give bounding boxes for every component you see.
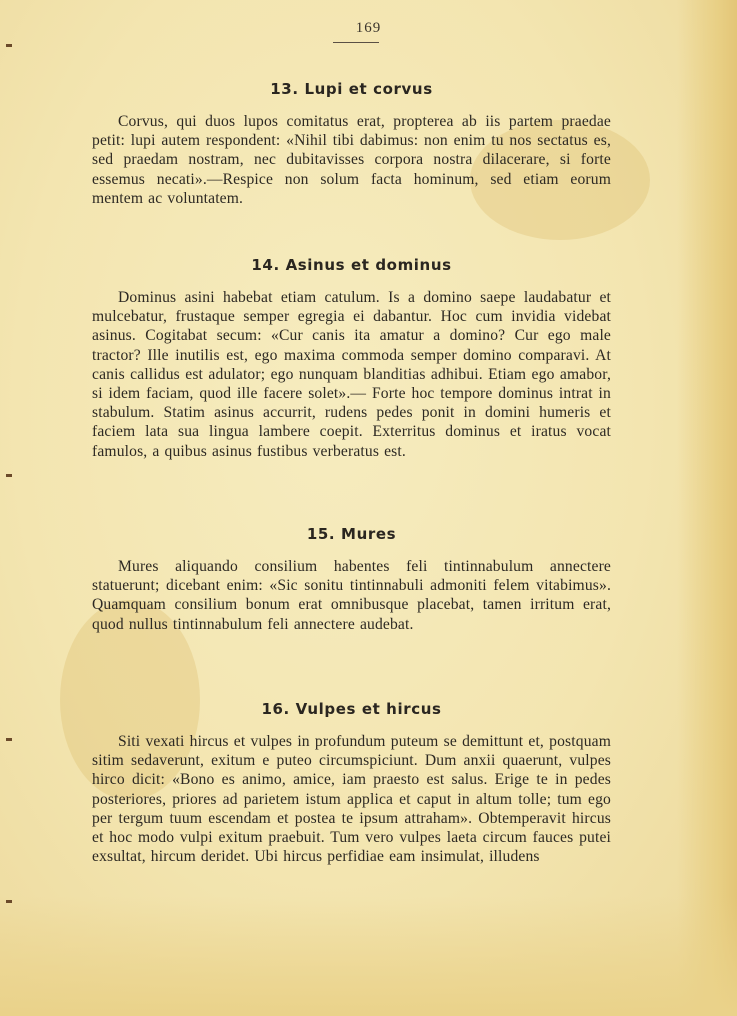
fable-text: Dominus asini habebat etiam catulum. Is a domino saepe laudabatur et mulcebatur, frustaque semper egregia ei dabantur. Hoc cum invidia videbat asinus. Cogitabat secum: «Cur canis ita amatur a domino? Cur ego male tractor? Ille inutilis est, ego maxima commoda semper domino comparavi. At canis callidus est adulator; ego nunquam blanditias adhibui. Etiam ego amabor, si idem faciam, quod ille facere solet».— Forte hoc tempore dominus intrat in stabulum. Statim asinus accurrit, rudens pedes ponit in domini humeris et faciem lata sua lingua lambere coepit. Exterritus dominus et iratus vocat famulos, a quibus asinus fustibus verberatus est. [92, 289, 611, 460]
margin-mark [6, 738, 12, 741]
fable-title: 14. Asinus et dominus [251, 256, 452, 274]
page-number-underline [333, 42, 379, 43]
fable-title: 13. Lupi et corvus [270, 80, 433, 98]
fable-14 [92, 256, 611, 461]
margin-mark [6, 44, 12, 47]
fable-15 [92, 525, 611, 634]
page-number: 169 [355, 20, 382, 36]
fable-text: Corvus, qui duos lupos comitatus erat, propterea ab iis partem praedae petit: lupi autem respondent: «Nihil tibi dabimus: non enim tu nos sectatus es, sed praedam nostram, nec dubitavisses corpora nostra dilacerare, si forte essemus necati».—Respice non solum facta hominum, sed etiam eorum mentem ac voluntatem. [92, 113, 611, 207]
fable-13 [92, 80, 611, 208]
fable-text: Mures aliquando consilium habentes feli tintinnabulum annectere statuerunt; dicebant enim: «Sic sonitu tintinnabuli admoniti felem vitabimus». Quamquam consilium bonum erat omnibusque placebat, tamen irritum erat, quod nullus tintinnabulum feli annectere audebat. [92, 558, 611, 633]
margin-mark [6, 474, 12, 477]
margin-mark [6, 900, 12, 903]
page-edge-shading-right [677, 0, 737, 1016]
fable-text: Siti vexati hircus et vulpes in profundum puteum se demittunt et, postquam sitim sedaverunt, exitum e puteo circumspiciunt. Dum anxii quaerunt, vulpes hirco dicit: «Bono es animo, amice, iam praesto est salus. Erige te in pedes posteriores, priores ad parietem istum applica et caput in altum tolle; tum ego per tergum tuum escendam et postea te ipsum attraham». Obtemperavit hircus et hoc modo vulpi exitum praebuit. Tum vero vulpes laeta circum fauces putei exsultat, hircum deridet. Ubi hircus perfidiae eam insimulat, illudens [92, 733, 611, 866]
fable-16 [92, 700, 611, 866]
fable-title: 15. Mures [306, 525, 397, 543]
page-edge-shading-bottom [0, 896, 737, 1016]
fable-title: 16. Vulpes et hircus [261, 700, 442, 718]
